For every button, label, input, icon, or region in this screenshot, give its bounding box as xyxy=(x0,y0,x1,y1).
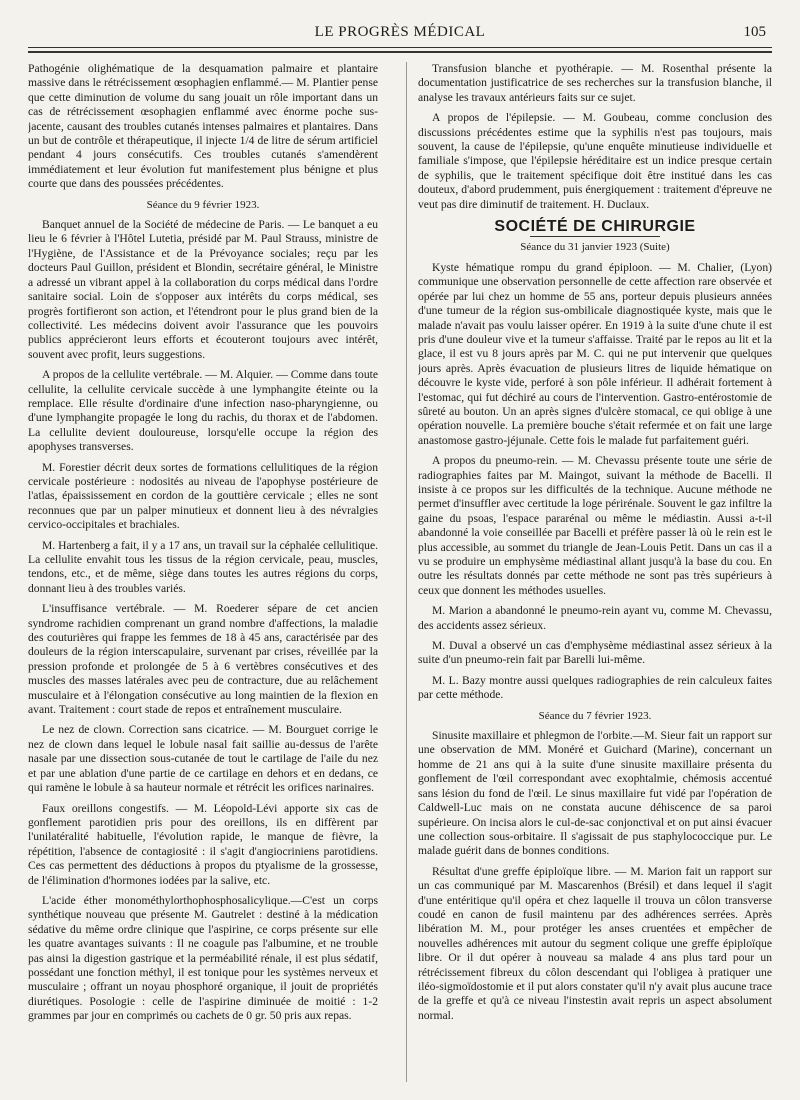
journal-title: LE PROGRÈS MÉDICAL xyxy=(314,24,486,40)
article-kyste-hematique: Kyste hématique rompu du grand épiploon. — M. Chalier, (Lyon) communique une observation personnelle de cette affection rare observée et opérée par lui chez un homme de 55 ans, porteur depuis plusieurs années d'une tumeur de la région sus-ombilicale diagnostiquée kyste, mais que le malade n'avait pas voulu laisser opérer. En 1919 à la suite d'une chute il est pris d'une douleur vive et la tumeur s'affaisse. Traité par le repos au lit et la glace, il est vu 8 jours après par M. C. qui ne put intervenir que quelques jours après. Après évacuation de plusieurs litres de liquide hématique on découvre le kyste vide, perforé à son pôle inférieur. Il adhérait fortement à l'estomac, qui fut déchiré au cours de l'intervention. Gastro-entérostomie de sûreté au bouton. Un an après signes d'ulcère stomacal, ce qui oblige à une opération nouvelle. La première bouche s'était refermée et on fait une large anastomose gastro-jéjunale. Cette fois le malade fut parfaitement guéri. xyxy=(418,260,772,447)
page-number: 105 xyxy=(743,24,766,40)
article-acide-ether: L'acide éther monométhylorthophosphosalicylique.—C'est un corps synthétique nouveau que présente M. Gautrelet : destiné à la médication sédative du même ordre clinique que l'aspirine, ce corps présente sur elle les quatre avantages suivants : Il ne coagule pas l'albumine, et ne trouble pas ainsi la digestion gastrique et la perméabilité rénale, il est plus sédatif, possédant une fonction méthyl, il est tonique pour les systèmes nerveux et musculaire ; offrant un noyau phosphoré organique, il jouit de propriétés diurétiques. Posologie : celle de l'aspirine diminuée de moitié : 1-2 grammes par jour en comprimés ou cachets de 0 gr. 50 pris aux repas. xyxy=(28,893,378,1023)
section-title-rule xyxy=(530,236,660,237)
left-column xyxy=(28,62,378,1087)
article-bazy-comment: M. L. Bazy montre aussi quelques radiographies de rein calculeux faites par cette méthode. xyxy=(418,673,772,702)
article-duval-comment: M. Duval a observé un cas d'emphysème médiastinal assez sérieux à la suite d'un pneumo-rein fait par Barelli lui-même. xyxy=(418,639,772,667)
column-divider xyxy=(406,62,407,1082)
article-sinusite: Sinusite maxillaire et phlegmon de l'orbite.—M. Sieur fait un rapport sur une observation de MM. Monéré et Guichard (Marine), concernant un homme de 21 ans qui à la suite d'une sinusite maxillaire présenta du gonflement de l'œil correspondant avec exophtalmie, chémosis accentué sans lésion du fond de l'œil. Le sinus maxillaire fut vidé par l'opération de Caldwell-Luc mais on ne constata aucune déhiscence de sa paroi supérieure. On incisa alors le cul-de-sac conjonctival et on put ainsi évacuer une collection sous-orbitaire. Il s'agissait de pus staphylococcique pur. Le malade guérit dans de bonnes conditions. xyxy=(418,729,772,858)
article-epilepsie: A propos de l'épilepsie. — M. Goubeau, comme conclusion des discussions précédentes estime que la syphilis n'est pas toujours, mais souvent, la cause de l'épilepsie, qu'une enquête minutieuse individuelle et familiale s'impose, que l'épilepsie héréditaire est un indice presque certain de syphilis, que le traitement spécifique doit être institué dans les cas douteux, d'abord prudemment, puis énergiquement : traitement d'épreuve ne veut pas dire diminutif de traitement. H. Duclaux. xyxy=(418,111,772,211)
section-session: Séance du 31 janvier 1923 (Suite) xyxy=(520,241,670,254)
article-marion-comment: M. Marion a abandonné le pneumo-rein ayant vu, comme M. Chevassu, des accidents assez sérieux. xyxy=(418,604,772,632)
article-insuffisance-vertebrale: L'insuffisance vertébrale. — M. Roederer sépare de cet ancien syndrome rachidien comprenant un grand nombre d'affections, la maladie des couturières qui frappe les femmes de 18 à 45 ans, caractérisée par des douleurs de la région interscapulaire, survenant par crises, réveillée par la pression profonde et prolongée de 5 à 6 vertèbres consécutives et des muscles des masses latérales avec peu de contracture, due au relâchement musculaire et à l'élongation consécutive au long maintien de la flexion en avant. Traitement : court stade de repos et entraînement musculaire. xyxy=(28,602,378,717)
article-greffe-epiploique: Résultat d'une greffe épiploïque libre. — M. Marion fait un rapport sur un cas communiqué par M. Mascarenhos (Brésil) et dans lequel il s'agit d'une entéritique qu'il opéra et chez laquelle il trouva un côlon transverse coudé en canon de fusil maintenu par des adhérences serrées. Après libération M. M., pour protéger les anses cruentées et empêcher de nouvelles adhérences mit autour du segment colique une greffe épiploïque libre. Or il dut opérer à nouveau sa malade 4 ans plus tard pour un rétrécissement fibreux du côlon descendant qui l'obligea à pratiquer une iléo-sigmoïdostomie et il put alors constater qu'il n'y avait plus aucune trace de la greffe et qu'à ce niveau l'instestin avait repris un aspect absolument normal. xyxy=(418,864,772,1022)
article-banquet: Banquet annuel de la Société de médecine de Paris. — Le banquet a eu lieu le 6 février à l'Hôtel Lutetia, présidé par M. Paul Strauss, ministre de l'Hygiène, de l'Assistance et de la Prévoyance sociales; reçu par les docteurs Paul Guillon, président et Blondin, secrétaire général, le Ministre a adressé un vibrant appel à la collaboration du corps médical dans l'ordre sanitaire social. Loin de s'opposer aux intérêts du corps médical, ses progrès fortifieront son action, et l'étendront pour le plus grand bien de la collectivité. Les médecins doivent avoir l'assurance que les pouvoirs publics apprécieront leurs efforts et écouteront toujours avec intérêt, souvent avec profit, leurs suggestions. xyxy=(28,218,378,361)
article-nez-de-clown: Le nez de clown. Correction sans cicatrice. — M. Bourguet corrige le nez de clown dans lequel le lobule nasal fait saillie au-dessus de l'arête nasale par une dissection sous-cutanée de tout le cartilage de l'aile du nez et par une ablation d'une partie de ce cartilage en dehors et en dedans, ce qui ramène le lobule à sa hauteur normale et rétrécit les orifices narinaires. xyxy=(28,723,378,795)
article-forestier: M. Forestier décrit deux sortes de formations cellulitiques de la région cervicale postérieure : nodosités au niveau de l'apophyse postérieure de l'atlas, épaississement en cordon de la gouttière cervicale ; elles ne sont reconnues que par un palper minutieux et donnent lieu à des névralgies cervico-occipitales et brachiales. xyxy=(28,460,378,532)
header-rule-thin xyxy=(28,47,772,48)
session-date-2: Séance du 7 février 1923. xyxy=(538,709,652,722)
session-date: Séance du 9 février 1923. xyxy=(146,198,260,211)
right-column xyxy=(418,62,772,1087)
header-rule-thick xyxy=(28,51,772,53)
section-title: SOCIÉTÉ DE CHIRURGIE xyxy=(494,218,696,236)
article-faux-oreillons: Faux oreillons congestifs. — M. Léopold-Lévi apporte six cas de gonflement parotidien pris pour des oreillons, ils en diffèrent par l'unilatéralité habituelle, l'évolution rapide, le manque de fièvre, la répétition, l'absence de contagiosité : il s'agit d'angiocriniens parotidiens. Ces cas permettent des déductions à propos du ptyalisme de la grossesse, de l'élimination d'hormones iodées par la salive, etc. xyxy=(28,801,378,887)
article-cellulite-vertebrale: A propos de la cellulite vertébrale. — M. Alquier. — Comme dans toute cellulite, la cellulite cervicale succède à une lymphangite éteinte ou la remplace. Elle résulte d'ordinaire d'une infection naso-pharyngienne, ou d'une lymphangite propagée le long du rachis, du thorax et de l'abdomen. La cellulite devient douloureuse, lorsqu'elle occupe la région des apophyses transverses. xyxy=(28,368,378,454)
article-desquamation: Pathogénie olighématique de la desquamation palmaire et plantaire massive dans le rétrécissement œsophagien enflammé.— M. Plantier pense que cette diminution de volume du sang jouait un rôle important dans un cas de rétrécissement œsophagien enflammé avec énorme poche sus-jacente, causant des troubles cutanés intenses palmaires et plantaires. Dans un but de contrôle et thérapeutique, il injecte 1/4 de litre de sérum artificiel pendant 4 jours consécutifs. Ces troubles cutanés s'amendèrent immédiatement et leur évolution fut manifestement plus bénigne et plus courte que dans des poussées précédentes. xyxy=(28,62,378,191)
page-header xyxy=(28,18,772,48)
article-hartenberg: M. Hartenberg a fait, il y a 17 ans, un travail sur la céphalée cellulitique. La cellulite envahit tous les tissus de la région cervicale, peau, muscles, tendons, etc., et de même, siège dans toutes les autres régions du corps, donnant lieu à des troubles variés. xyxy=(28,538,378,595)
article-transfusion: Transfusion blanche et pyothérapie. — M. Rosenthal présente la documentation justificatrice de ses recherches sur la transfusion blanche, il analyse les travaux antérieurs faits sur ce sujet. xyxy=(418,62,772,104)
article-pneumo-rein: A propos du pneumo-rein. — M. Chevassu présente toute une série de radiographies faites par M. Maingot, suivant la méthode de Bacelli. Il insiste à ce propos sur les difficultés de la technique. Aucune méthode ne permet d'insuffler avec certitude la loge périrénale. Souvent le gaz infiltre la gaine du psoas, l'espace pararénal ou même le médiastin. Aussi a-t-il abandonné la voie conseillée par Bacelli et préfère passer là où le rein est le plus accessible, au sommet du triangle de Jean-Louis Petit. Dans un cas il a vu se produire un emphysème médiastinal allant jusqu'à la base du cou. En outre les résultats donnés par cette méthode ne sont pas très supérieurs à ceux que donnent les méthodes usuelles. xyxy=(418,454,772,597)
